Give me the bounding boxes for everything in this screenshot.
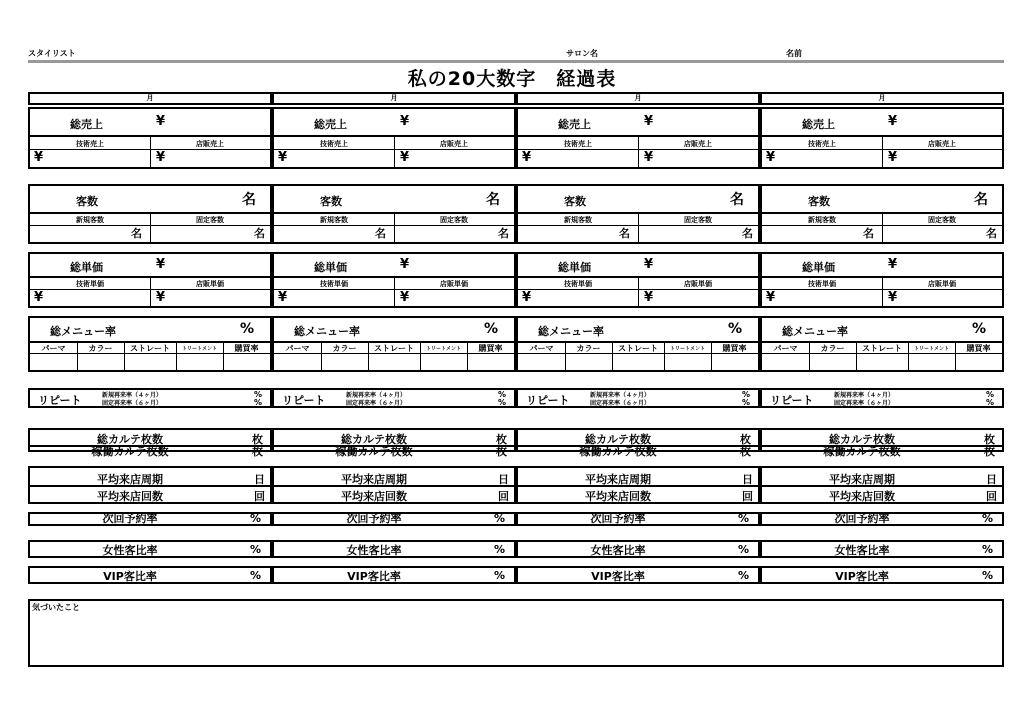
retail-sales-field[interactable]: ¥ — [888, 150, 898, 165]
new-customers-label: 新規客数 — [808, 216, 836, 224]
repeat-label: リピート — [282, 394, 326, 407]
stylist-label: スタイリスト — [28, 49, 76, 58]
color-label: カラー — [88, 344, 113, 353]
visits-block — [516, 466, 760, 504]
sales-block — [272, 107, 516, 169]
customers-unit: 名 — [486, 192, 500, 208]
fixed-return-unit: % — [254, 398, 263, 407]
menu-rate-unit: % — [484, 321, 499, 337]
memo-box[interactable] — [28, 599, 1004, 667]
active-karte-unit: 枚 — [252, 445, 263, 458]
yen-icon: ¥ — [400, 257, 410, 272]
total-karte-unit: 枚 — [496, 433, 507, 446]
female-ratio-block — [516, 540, 760, 558]
customers-block — [760, 184, 1004, 244]
menu-rate-label: 総メニュー率 — [538, 325, 604, 338]
menu-rate-block — [760, 316, 1004, 372]
vip-ratio-block — [28, 566, 272, 584]
month-column — [516, 92, 760, 588]
active-karte-label: 稼働カルテ枚数 — [579, 445, 657, 458]
active-karte-unit: 枚 — [984, 445, 995, 458]
retail-price-field[interactable]: ¥ — [156, 290, 166, 305]
avg-visits-unit: 回 — [986, 490, 997, 503]
tech-price-label: 技術単価 — [564, 280, 592, 288]
avg-cycle-unit: 日 — [498, 473, 509, 486]
next-booking-block — [760, 512, 1004, 526]
purchase-rate-label: 購買率 — [722, 344, 747, 353]
active-karte-label: 稼働カルテ枚数 — [91, 445, 169, 458]
repeat-block — [272, 388, 516, 408]
new-return-unit: % — [498, 390, 507, 399]
fixed-customers-field[interactable]: 名 — [742, 227, 753, 240]
vip-ratio-unit: % — [494, 569, 506, 582]
female-ratio-label: 女性客比率 — [102, 544, 158, 557]
total-karte-label: 総カルテ枚数 — [829, 433, 895, 446]
customers-block — [516, 184, 760, 244]
karte-block — [760, 428, 1004, 458]
fixed-return-label: 固定再来率（６ヶ月） — [102, 400, 163, 407]
page-title: 私の20大数字 経過表 — [407, 68, 617, 90]
customers-label: 客数 — [76, 195, 98, 208]
menu-rate-unit: % — [972, 321, 987, 337]
retail-price-field[interactable]: ¥ — [888, 290, 898, 305]
tech-sales-label: 技術売上 — [808, 140, 836, 148]
tech-price-label: 技術単価 — [320, 280, 348, 288]
avg-visits-label: 平均来店回数 — [585, 490, 651, 503]
new-return-label: 新規再来率（４ヶ月） — [834, 392, 895, 399]
month-column — [760, 92, 1004, 588]
retail-price-label: 店販単価 — [440, 280, 468, 288]
new-return-unit: % — [986, 390, 995, 399]
customers-unit: 名 — [242, 192, 256, 208]
vip-ratio-block — [516, 566, 760, 584]
yen-icon: ¥ — [156, 257, 166, 272]
new-customers-label: 新規客数 — [564, 216, 592, 224]
karte-block — [28, 428, 272, 458]
treatment-label: トリートメント — [914, 346, 949, 352]
visits-block — [28, 466, 272, 504]
fixed-return-label: 固定再来率（６ヶ月） — [834, 400, 895, 407]
retail-sales-label: 店販売上 — [196, 140, 224, 148]
female-ratio-label: 女性客比率 — [346, 544, 402, 557]
avg-price-label: 総単価 — [314, 261, 347, 274]
vip-ratio-label: VIP客比率 — [591, 570, 645, 583]
avg-cycle-unit: 日 — [742, 473, 753, 486]
avg-cycle-label: 平均来店周期 — [97, 473, 163, 486]
tech-sales-field[interactable]: ¥ — [34, 150, 44, 165]
tech-price-label: 技術単価 — [76, 280, 104, 288]
fixed-customers-field[interactable]: 名 — [498, 227, 509, 240]
month-row[interactable] — [760, 92, 1004, 105]
female-ratio-label: 女性客比率 — [590, 544, 646, 557]
avg-price-label: 総単価 — [70, 261, 103, 274]
menu-rate-unit: % — [240, 321, 255, 337]
female-ratio-unit: % — [738, 543, 750, 556]
treatment-label: トリートメント — [670, 346, 705, 352]
fixed-customers-label: 固定客数 — [684, 216, 712, 224]
new-return-label: 新規再来率（４ヶ月） — [590, 392, 651, 399]
fixed-customers-field[interactable]: 名 — [986, 227, 997, 240]
retail-price-field[interactable]: ¥ — [400, 290, 410, 305]
straight-label: ストレート — [862, 344, 902, 353]
visits-block — [272, 466, 516, 504]
perm-label: パーマ — [529, 344, 554, 353]
menu-rate-unit: % — [728, 321, 743, 337]
vip-ratio-block — [272, 566, 516, 584]
straight-label: ストレート — [618, 344, 658, 353]
unit-price-block — [760, 252, 1004, 308]
avg-cycle-unit: 日 — [986, 473, 997, 486]
avg-visits-unit: 回 — [254, 490, 265, 503]
color-label: カラー — [576, 344, 601, 353]
header-rule — [28, 60, 1004, 63]
sales-block — [516, 107, 760, 169]
month-label: 月 — [634, 94, 642, 102]
fixed-return-unit: % — [498, 398, 507, 407]
total-karte-unit: 枚 — [252, 433, 263, 446]
yen-icon: ¥ — [888, 257, 898, 272]
new-return-label: 新規再来率（４ヶ月） — [102, 392, 163, 399]
next-booking-label: 次回予約率 — [590, 512, 646, 525]
yen-icon: ¥ — [156, 114, 166, 129]
yen-icon: ¥ — [400, 114, 410, 129]
female-ratio-block — [272, 540, 516, 558]
fixed-customers-label: 固定客数 — [196, 216, 224, 224]
color-label: カラー — [332, 344, 357, 353]
fixed-return-label: 固定再来率（６ヶ月） — [590, 400, 651, 407]
month-row[interactable] — [516, 92, 760, 105]
next-booking-block — [272, 512, 516, 526]
karte-block — [272, 428, 516, 458]
vip-ratio-block — [760, 566, 1004, 584]
vip-ratio-label: VIP客比率 — [347, 570, 401, 583]
new-return-unit: % — [742, 390, 751, 399]
retail-sales-label: 店販売上 — [684, 140, 712, 148]
unit-price-block — [516, 252, 760, 308]
treatment-label: トリートメント — [426, 346, 461, 352]
tech-sales-field[interactable]: ¥ — [522, 150, 532, 165]
customers-label: 客数 — [564, 195, 586, 208]
menu-rate-label: 総メニュー率 — [294, 325, 360, 338]
color-label: カラー — [820, 344, 845, 353]
fixed-return-unit: % — [986, 398, 995, 407]
active-karte-unit: 枚 — [740, 445, 751, 458]
next-booking-block — [516, 512, 760, 526]
perm-label: パーマ — [41, 344, 66, 353]
fixed-return-unit: % — [742, 398, 751, 407]
total-karte-label: 総カルテ枚数 — [341, 433, 407, 446]
vip-ratio-unit: % — [250, 569, 262, 582]
treatment-label: トリートメント — [182, 346, 217, 352]
customers-unit: 名 — [974, 192, 988, 208]
avg-cycle-unit: 日 — [254, 473, 265, 486]
unit-price-block — [272, 252, 516, 308]
avg-visits-unit: 回 — [742, 490, 753, 503]
next-booking-label: 次回予約率 — [346, 512, 402, 525]
menu-rate-block — [516, 316, 760, 372]
yen-icon: ¥ — [644, 114, 654, 129]
new-customers-field[interactable]: 名 — [863, 227, 874, 240]
avg-cycle-label: 平均来店周期 — [585, 473, 651, 486]
sales-block — [760, 107, 1004, 169]
new-return-unit: % — [254, 390, 263, 399]
total-sales-label: 総売上 — [70, 118, 103, 131]
avg-visits-unit: 回 — [498, 490, 509, 503]
total-sales-label: 総売上 — [314, 118, 347, 131]
customers-label: 客数 — [320, 195, 342, 208]
retail-price-label: 店販単価 — [196, 280, 224, 288]
tech-price-label: 技術単価 — [808, 280, 836, 288]
active-karte-label: 稼働カルテ枚数 — [335, 445, 413, 458]
new-customers-field[interactable]: 名 — [375, 227, 386, 240]
customers-label: 客数 — [808, 195, 830, 208]
tech-sales-field[interactable]: ¥ — [766, 150, 776, 165]
retail-price-label: 店販単価 — [684, 280, 712, 288]
total-karte-label: 総カルテ枚数 — [97, 433, 163, 446]
avg-price-label: 総単価 — [802, 261, 835, 274]
female-ratio-label: 女性客比率 — [834, 544, 890, 557]
avg-visits-label: 平均来店回数 — [829, 490, 895, 503]
tech-sales-field[interactable]: ¥ — [278, 150, 288, 165]
tech-sales-label: 技術売上 — [76, 140, 104, 148]
month-column — [28, 92, 272, 588]
tech-price-field[interactable]: ¥ — [278, 290, 288, 305]
fixed-customers-field[interactable]: 名 — [254, 227, 265, 240]
fixed-customers-label: 固定客数 — [928, 216, 956, 224]
avg-price-label: 総単価 — [558, 261, 591, 274]
month-row[interactable] — [28, 92, 272, 105]
retail-price-field[interactable]: ¥ — [644, 290, 654, 305]
customers-block — [272, 184, 516, 244]
menu-rate-label: 総メニュー率 — [50, 325, 116, 338]
repeat-block — [760, 388, 1004, 408]
total-sales-label: 総売上 — [802, 118, 835, 131]
tech-price-field[interactable]: ¥ — [766, 290, 776, 305]
repeat-block — [28, 388, 272, 408]
vip-ratio-label: VIP客比率 — [835, 570, 889, 583]
next-booking-block — [28, 512, 272, 526]
karte-block — [516, 428, 760, 458]
new-customers-field[interactable]: 名 — [619, 227, 630, 240]
fixed-return-label: 固定再来率（６ヶ月） — [346, 400, 407, 407]
tech-sales-label: 技術売上 — [564, 140, 592, 148]
customers-unit: 名 — [730, 192, 744, 208]
purchase-rate-label: 購買率 — [234, 344, 259, 353]
perm-label: パーマ — [285, 344, 310, 353]
month-row[interactable] — [272, 92, 516, 105]
repeat-label: リピート — [770, 394, 814, 407]
retail-sales-label: 店販売上 — [440, 140, 468, 148]
purchase-rate-label: 購買率 — [966, 344, 991, 353]
month-label: 月 — [878, 94, 886, 102]
month-label: 月 — [146, 94, 154, 102]
month-column — [272, 92, 516, 588]
next-booking-label: 次回予約率 — [102, 512, 158, 525]
memo-label: 気づいたこと — [32, 603, 80, 612]
tech-sales-label: 技術売上 — [320, 140, 348, 148]
avg-cycle-label: 平均来店周期 — [829, 473, 895, 486]
yen-icon: ¥ — [644, 257, 654, 272]
vip-ratio-label: VIP客比率 — [103, 570, 157, 583]
total-karte-label: 総カルテ枚数 — [585, 433, 651, 446]
menu-rate-block — [272, 316, 516, 372]
yen-icon: ¥ — [888, 114, 898, 129]
female-ratio-block — [760, 540, 1004, 558]
female-ratio-unit: % — [982, 543, 994, 556]
straight-label: ストレート — [374, 344, 414, 353]
purchase-rate-label: 購買率 — [478, 344, 503, 353]
fixed-customers-label: 固定客数 — [440, 216, 468, 224]
unit-price-block — [28, 252, 272, 308]
avg-cycle-label: 平均来店周期 — [341, 473, 407, 486]
next-booking-label: 次回予約率 — [834, 512, 890, 525]
salon-label: サロン名 — [566, 49, 598, 58]
retail-price-label: 店販単価 — [928, 280, 956, 288]
next-booking-unit: % — [250, 512, 262, 525]
avg-visits-label: 平均来店回数 — [97, 490, 163, 503]
repeat-label: リピート — [526, 394, 570, 407]
female-ratio-unit: % — [494, 543, 506, 556]
menu-rate-block — [28, 316, 272, 372]
tech-price-field[interactable]: ¥ — [522, 290, 532, 305]
new-return-label: 新規再来率（４ヶ月） — [346, 392, 407, 399]
retail-sales-label: 店販売上 — [928, 140, 956, 148]
repeat-block — [516, 388, 760, 408]
avg-visits-label: 平均来店回数 — [341, 490, 407, 503]
total-sales-label: 総売上 — [558, 118, 591, 131]
next-booking-unit: % — [494, 512, 506, 525]
new-customers-label: 新規客数 — [320, 216, 348, 224]
total-karte-unit: 枚 — [984, 433, 995, 446]
repeat-label: リピート — [38, 394, 82, 407]
female-ratio-unit: % — [250, 543, 262, 556]
customers-block — [28, 184, 272, 244]
vip-ratio-unit: % — [982, 569, 994, 582]
new-customers-label: 新規客数 — [76, 216, 104, 224]
vip-ratio-unit: % — [738, 569, 750, 582]
active-karte-unit: 枚 — [496, 445, 507, 458]
female-ratio-block — [28, 540, 272, 558]
sales-block — [28, 107, 272, 169]
new-customers-field[interactable]: 名 — [131, 227, 142, 240]
straight-label: ストレート — [130, 344, 170, 353]
next-booking-unit: % — [982, 512, 994, 525]
retail-sales-field[interactable]: ¥ — [644, 150, 654, 165]
tech-price-field[interactable]: ¥ — [34, 290, 44, 305]
total-karte-unit: 枚 — [740, 433, 751, 446]
active-karte-label: 稼働カルテ枚数 — [823, 445, 901, 458]
menu-rate-label: 総メニュー率 — [782, 325, 848, 338]
name-label: 名前 — [786, 49, 802, 58]
retail-sales-field[interactable]: ¥ — [156, 150, 166, 165]
perm-label: パーマ — [773, 344, 798, 353]
retail-sales-field[interactable]: ¥ — [400, 150, 410, 165]
month-label: 月 — [390, 94, 398, 102]
visits-block — [760, 466, 1004, 504]
next-booking-unit: % — [738, 512, 750, 525]
